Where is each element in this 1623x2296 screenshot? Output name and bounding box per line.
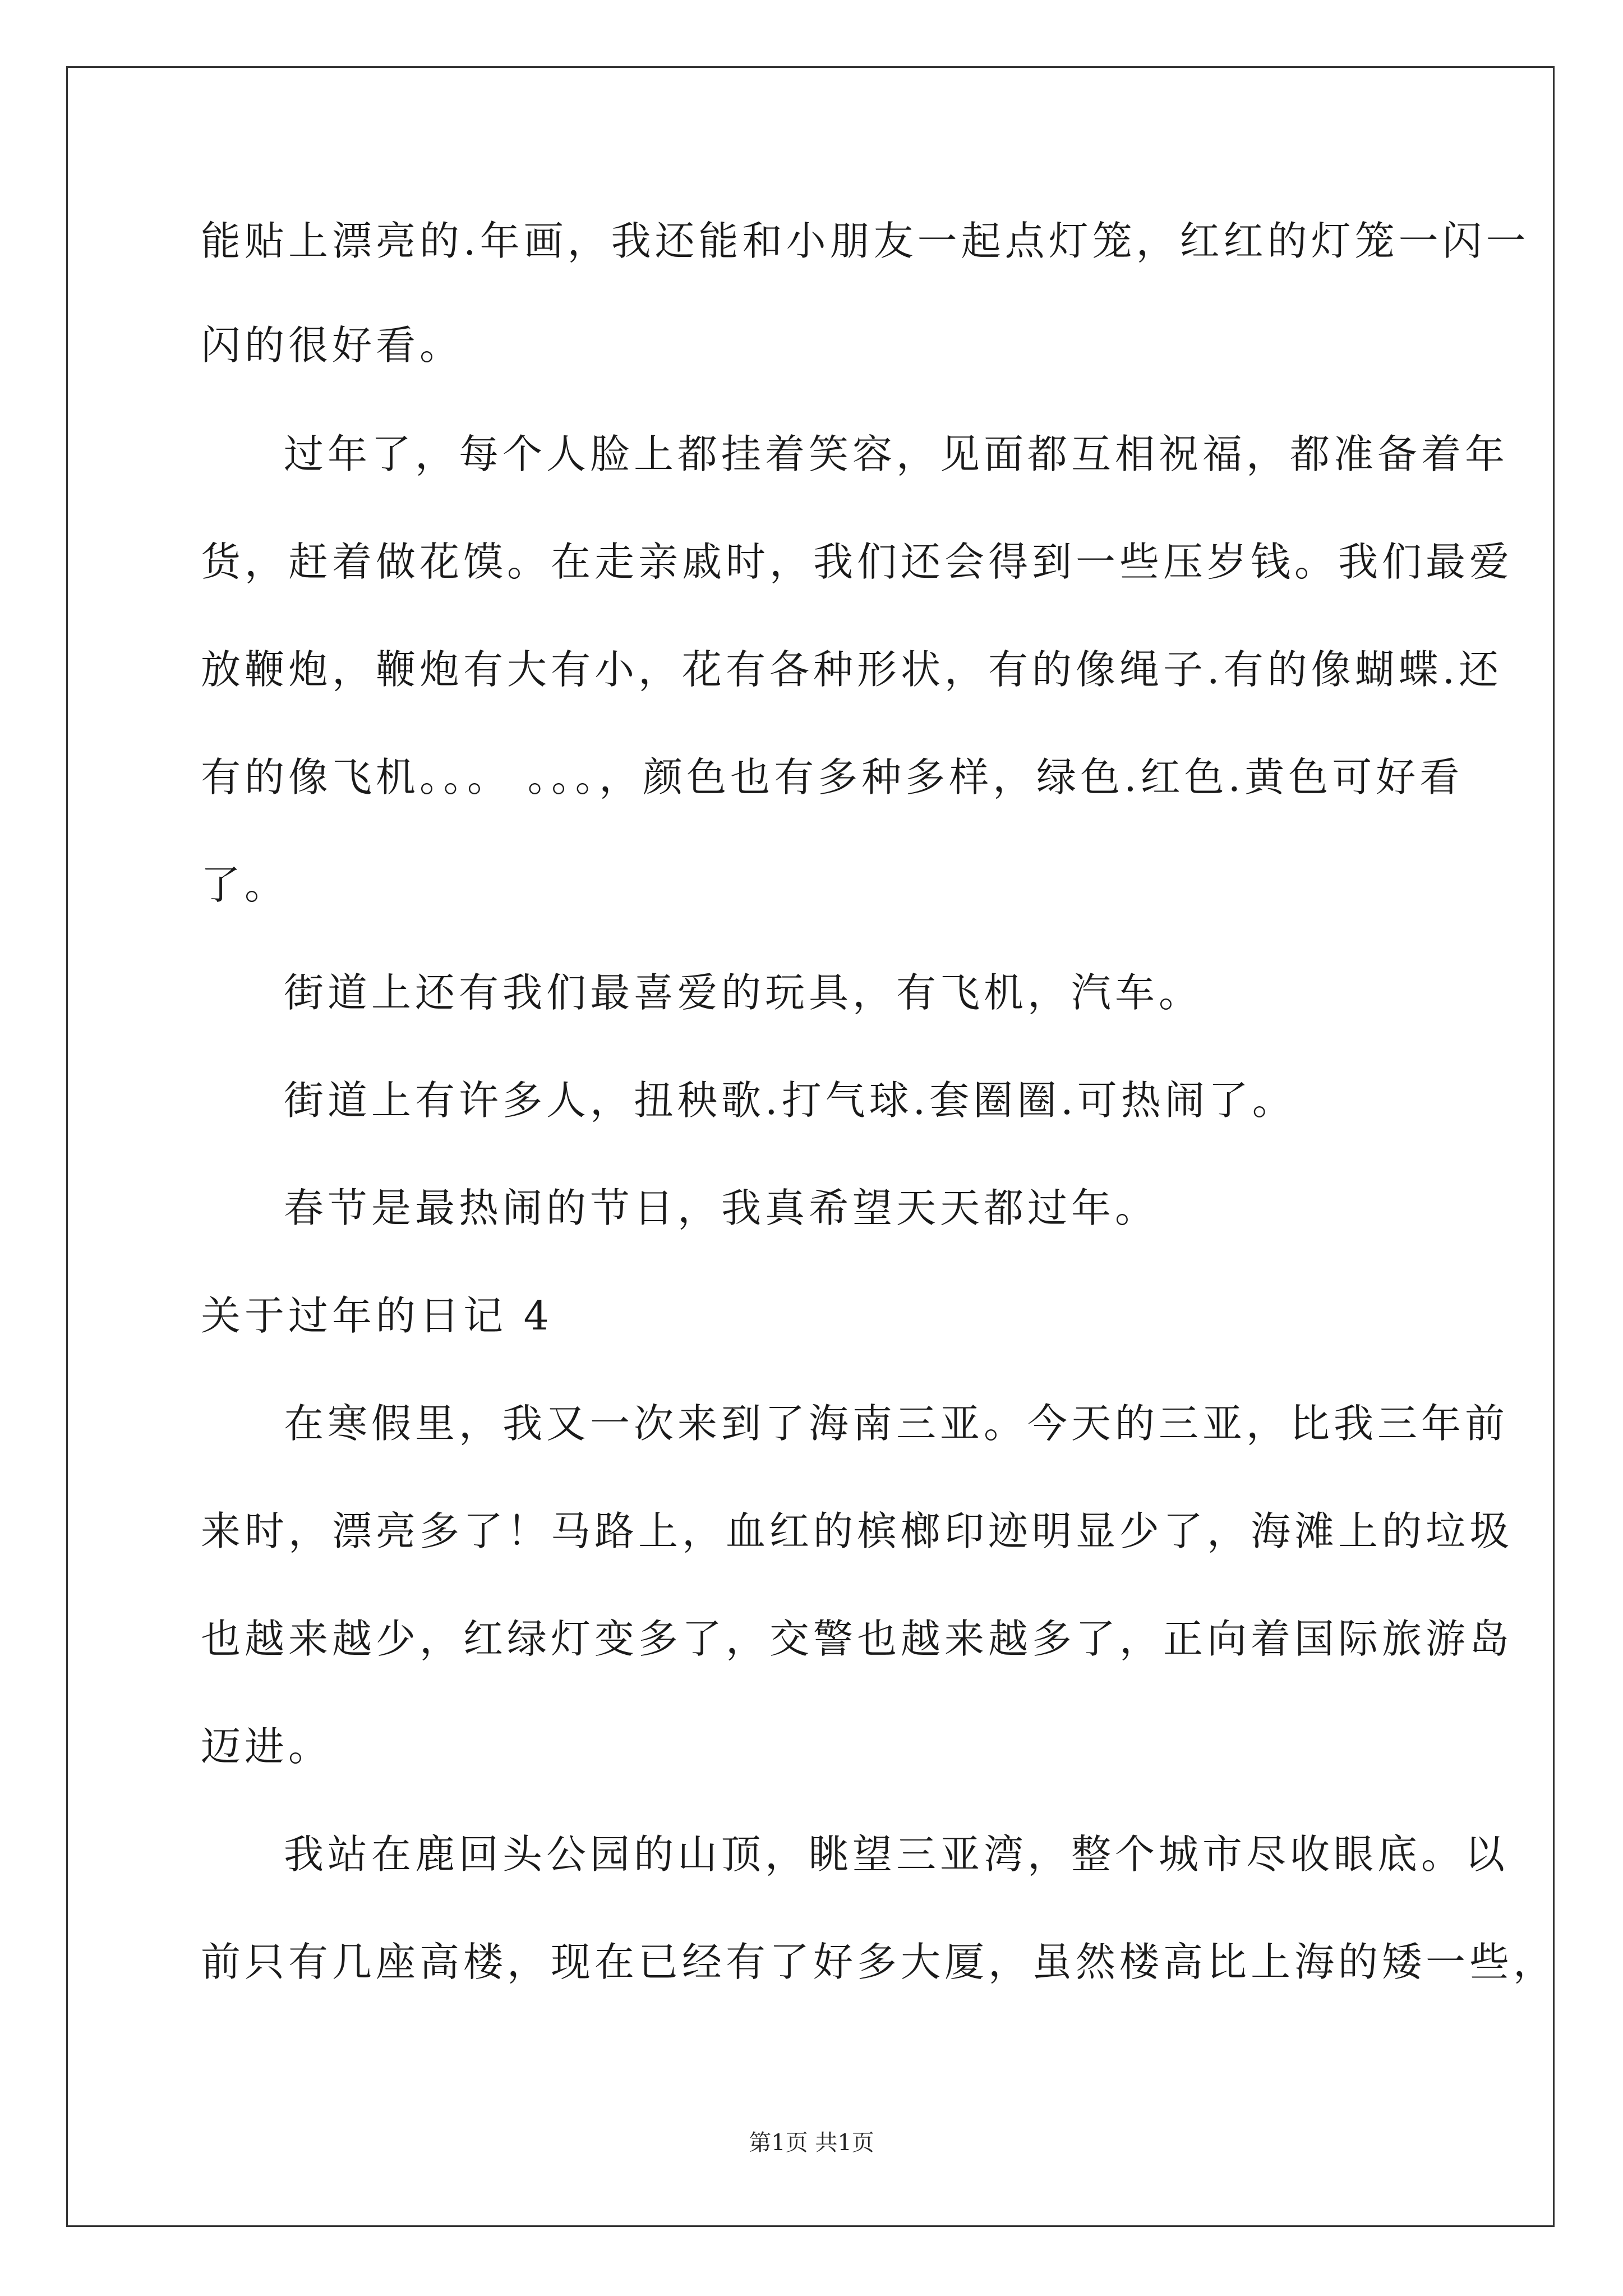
text-line: 货，赶着做花馍。在走亲戚时，我们还会得到一些压岁钱。我们最爱: [201, 539, 1514, 585]
text-line: 能贴上漂亮的.年画，我还能和小朋友一起点灯笼，红红的灯笼一闪一: [201, 218, 1530, 264]
text-line: 放鞭炮，鞭炮有大有小，花有各种形状，有的像绳子.有的像蝴蝶.还: [201, 646, 1503, 693]
page-border: [66, 66, 1555, 2227]
paragraph-start-line: 过年了，每个人脸上都挂着笑容，见面都互相祝福，都准备着年: [284, 431, 1509, 477]
text-line: 前只有几座高楼，现在已经有了好多大厦，虽然楼高比上海的矮一些，: [201, 1939, 1557, 1985]
paragraph-start-line: 街道上有许多人，扭秧歌.打气球.套圈圈.可热闹了。: [284, 1077, 1296, 1124]
paragraph-start-line: 春节是最热闹的节日，我真希望天天都过年。: [284, 1185, 1159, 1231]
text-line: 了。: [201, 862, 289, 908]
text-line: 闪的很好看。: [201, 322, 464, 369]
paragraph-start-line: 街道上还有我们最喜爱的玩具，有飞机，汽车。: [284, 969, 1203, 1016]
page-number-footer: 第1页 共1页: [749, 2130, 874, 2156]
text-line: 来时，漂亮多了！马路上，血红的槟榔印迹明显少了，海滩上的垃圾: [201, 1508, 1514, 1554]
section-heading: 关于过年的日记 4: [201, 1292, 553, 1339]
paragraph-start-line: 我站在鹿回头公园的山顶，眺望三亚湾，整个城市尽收眼底。以: [284, 1831, 1509, 1878]
text-line: 也越来越少，红绿灯变多了，交警也越来越多了，正向着国际旅游岛: [201, 1616, 1514, 1662]
paragraph-start-line: 在寒假里，我又一次来到了海南三亚。今天的三亚，比我三年前: [284, 1400, 1509, 1447]
text-line: 迈进。: [201, 1723, 333, 1770]
text-line: 有的像飞机。。。 。。。，颜色也有多种多样，绿色.红色.黄色可好看: [201, 754, 1464, 800]
